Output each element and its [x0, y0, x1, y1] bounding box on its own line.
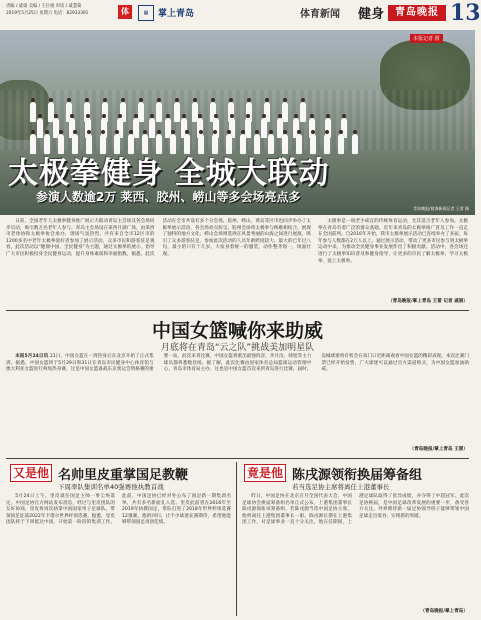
performer-figure	[300, 102, 306, 122]
performer-figure	[261, 118, 267, 138]
article-tag: 竟是他	[244, 464, 286, 482]
article-text: 21日，中国女篮在一周热身后在北京开始了正式集训。据悉，中国女篮将于5月29日和31日在青岛市民健身中心体育馆与澳大利亚女篮进行两场热身赛，这是中国女篮备战东京奥运会资格赛的重要一站。此次来青比赛，中国女篮将派出最强阵容，李月汝、韩旭等主力球员都将悉数登场。据了解，此次比赛由国家体育总局篮球运动管理中心、青岛市体育局主办，这也是中国女篮首次来到青岛进行比赛。届时，岛城球迷将有机会在家门口近距离观看中国女篮的精彩表现。本次比赛门票已经开始发售，广大球迷可以通过官方渠道购买，为中国女篮加油助威。	[6, 354, 469, 373]
main-headline: 太极拳健身 全城大联动	[8, 156, 330, 191]
article-subheadline: 月底将在青岛“云之队”挑战美加明星队	[160, 343, 315, 353]
page-header	[0, 0, 481, 32]
performer-figure	[37, 118, 43, 138]
article-subheadline: 若当选足协主席将离任上港董事长	[292, 483, 390, 491]
app-label: 掌上青岛	[158, 9, 195, 19]
performer-figure	[245, 118, 251, 138]
article-tag: 又是他	[10, 464, 52, 482]
article-signature: （青岛晚报/掌上青岛 王雷）	[409, 447, 468, 452]
article-body: 昨日，中国足协在北京召开全国代表大会，中国足球协会换届筹备组名单正式公布，上港集团董事长陈戌源领衔该筹备组。若陈戌源当选中国足协主席，他将离任上港集团董事长一职。陈戌源长期在上港集团工作，对足球事业一直十分关注，他在任期间，上港足球队取得了优异成绩，并夺得了中超冠军。此次足协换届，是中国足球改革发展的重要一步，备受各方关注。外界期待新一届足协领导班子能够带领中国足球走出低谷，实现新的突破。	[242, 494, 469, 526]
divider	[6, 310, 469, 311]
article-body: 5月24日上午，里皮就任国足主帅一事尘埃落定。中国足协官方网站发布消息，经过与里皮团队的友好协商，里皮将再次执掌中国国家男子足球队，带领国足征战2022年卡塔尔世界杯预选赛。据悉，里皮团队将于下周抵达中国，开始第一阶段的集训工作。此前，中国足协已经对外公布了国足新一期集训名单，共有多名新面孔入选。里皮此前曾在2016年至2019年执教国足，带队打进了2018年世界杯预选赛12强赛。他的回归，让不少球迷充满期待，希望他能够带领国足再创佳绩。	[6, 494, 231, 526]
performer-figure	[133, 118, 139, 138]
article-signature: （青岛晚报/掌上青岛 王雷 记者 戚娟）	[388, 299, 468, 304]
performer-figure	[174, 102, 180, 122]
masthead-logo: 青岛晚报	[388, 5, 446, 21]
performer-figure	[30, 102, 36, 122]
performer-figure	[282, 102, 288, 122]
performer-figure	[338, 134, 344, 154]
performer-figure	[149, 118, 155, 138]
article-headline: 陈戌源领衔换届筹备组	[292, 468, 423, 483]
divider	[6, 458, 469, 459]
article-headline: 中国女篮喊你来助威	[151, 320, 323, 342]
main-subheadline: 参演人数逾2万 莱西、胶州、崂山等多会场亮点多	[36, 190, 301, 204]
section-subtitle: 体育新闻	[300, 9, 340, 20]
date-line: 2019年5月25日 星期六 电话：82933391	[6, 11, 89, 16]
section-title: 健身	[358, 7, 385, 22]
photo-tag: 本报记者 摄	[410, 34, 443, 43]
hero-photo	[0, 30, 475, 215]
column-divider	[236, 462, 237, 616]
article-lead: 本报5月24日讯	[15, 354, 49, 359]
qr-code-icon: ▦	[138, 5, 154, 21]
page-number: 13	[450, 0, 481, 26]
article-body: 日前，全国老年人太极拳健身推广展示大联动青岛主会场及各会场同步启动，吸引数万名老年人参与。青岛主会场设在莱西月湖广场，由莱西市老体协和太极拳协会承办，现场气氛热烈，共有来自全市12区市的1200多名中老年太极拳爱好者参加了展示活动，众多市民和游客驻足观看。此次活动以“健康中国、全民健身”为主题，通过太极拳的展示，倡导广大市民积极投身全民健身运动，提升身体素质和幸福指数。据悉，此次活动在全市共设有多个分会场，胶州、崂山、黄岛等区市也同步举办了太极拳展示活动，各会场亮点纷呈。胶州会场将太极拳与秧歌相结合，展现了独特的地方文化；崂山会场则选择在风景秀丽的山海之间进行展演，吸引了众多游客驻足。参加此次活动的人员年龄跨度较大，最大的已年过八旬，最小的只有十几岁。大家身着统一的服装，动作整齐划一，场面壮观。	[6, 219, 311, 257]
performer-figure	[352, 134, 358, 154]
performer-figure	[156, 102, 162, 122]
article-headline: 名帅里皮重掌国足教鞭	[58, 468, 189, 483]
photo-credit: 青岛晚报/观海新闻记者 王雷 摄	[413, 206, 469, 211]
article-body	[6, 354, 469, 442]
sports-badge: 体	[118, 5, 132, 19]
performer-figure	[138, 102, 144, 122]
article-signature: （青岛晚报/掌上青岛）	[420, 609, 468, 614]
article-subheadline: 下周率队集训名单40强赛他执教首战	[58, 483, 164, 491]
editor-line: 责编 / 戚娟 美编 / 王巨娟 审读 / 戚慧菊	[6, 4, 82, 9]
article-body-continued: 太极拳是一项老少咸宜的传统体育运动，尤其适合老年人参加。太极拳在青岛有着广泛的群众基础，近年来青岛的太极拳推广普及工作一直走在全国前列。自2016年开始，我市太极拳展示活动已连续举办了多届，每年参与人数都在2万人以上。通过展示活动，带动了更多市民参与到太极拳运动中来，为推动全民健身事业发展作出了积极贡献。活动中，各会场还进行了太极拳知识普及和健身指导，让更多的市民了解太极拳、学习太极拳、爱上太极拳。	[318, 219, 468, 264]
